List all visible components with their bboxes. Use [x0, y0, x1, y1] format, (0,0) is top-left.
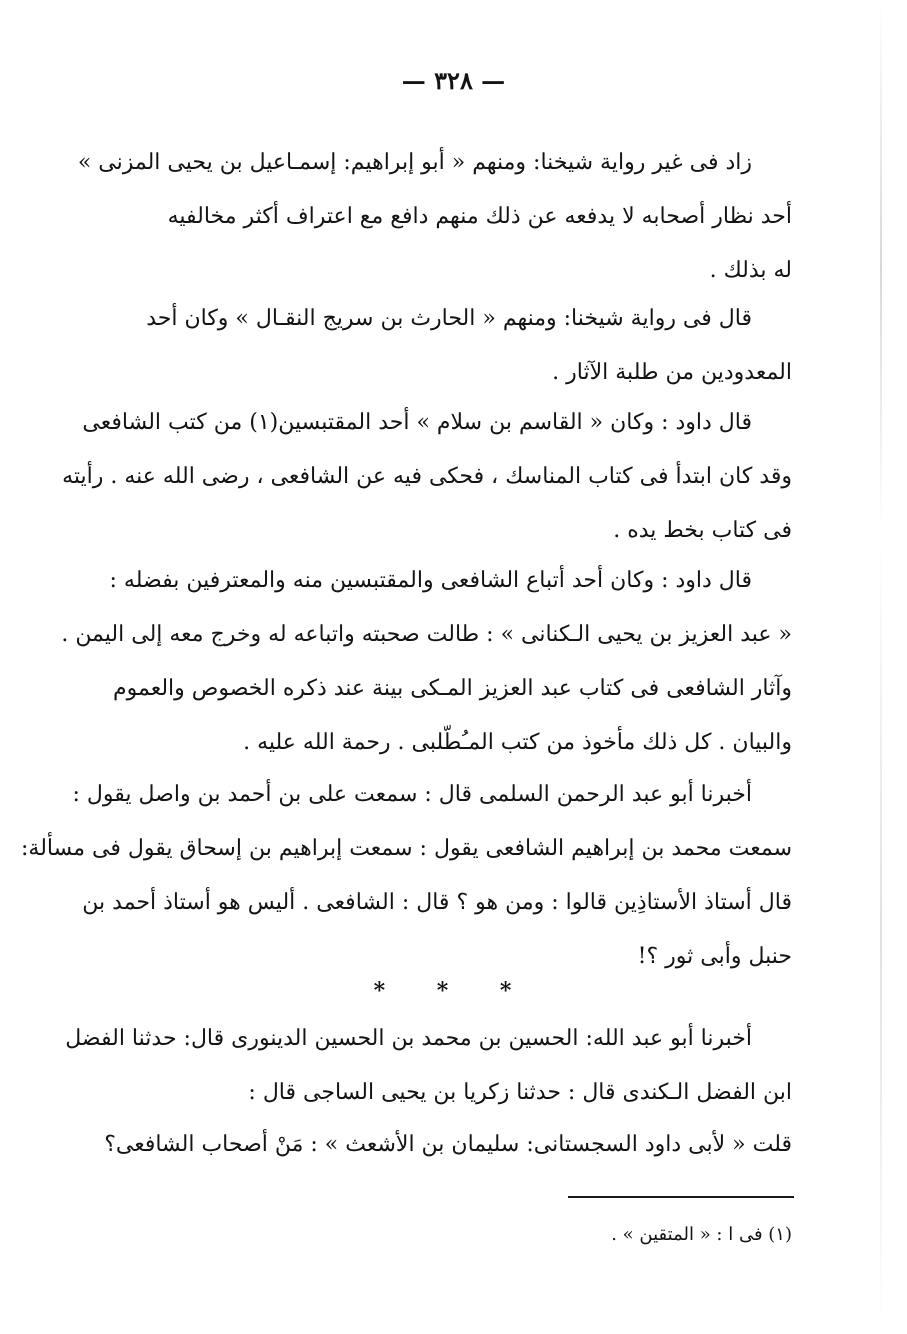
text-line: له بذلك . — [709, 258, 792, 283]
paragraph-1 — [77, 136, 792, 298]
text-line: قال أستاذ الأستاذِين قالوا : ومن هو ؟ قال : الشافعى . أليس هو أستاذ أحمد بن — [82, 890, 792, 915]
footnote-divider — [568, 1196, 794, 1198]
page-number: — ٣٢٨ — — [401, 66, 506, 95]
text-line: « عبد العزيز بن يحيى الـكنانى » : طالت صحبته واتباعه له وخرج معه إلى اليمن . — [61, 622, 792, 647]
paragraph-7 — [105, 1118, 792, 1172]
text-line: فى كتاب بخط يده . — [613, 518, 792, 543]
text-line: وقد كان ابتدأ فى كتاب المناسك ، فحكى فيه عن الشافعى ، رضى الله عنه . رأيته — [62, 464, 792, 489]
paragraph-4 — [61, 554, 792, 770]
text-line: قلت « لأبى داود السجستانى: سليمان بن الأشعث » : مَنْ أصحاب الشافعى؟ — [104, 1132, 792, 1157]
paragraph-6 — [65, 1012, 792, 1120]
section-separator: * * * — [373, 978, 534, 1004]
text-line: ابن الفضل الـكندى قال : حدثنا زكريا بن يحيى الساجى قال : — [248, 1080, 792, 1105]
paragraph-2 — [105, 292, 792, 400]
text-line: والبيان . كل ذلك مأخوذ من كتب المـُطّلبى . رحمة الله عليه . — [243, 730, 792, 755]
footnote: (١) فى ا : « المتقين » . — [611, 1224, 792, 1245]
page-edge-shadow — [880, 0, 882, 1334]
text-line: سمعت محمد بن إبراهيم الشافعى يقول : سمعت إبراهيم بن إسحاق يقول فى مسألة: — [21, 836, 792, 861]
paragraph-3 — [62, 396, 792, 558]
text-line: حنبل وأبى ثور ؟! — [637, 944, 792, 969]
text-line: وآثار الشافعى فى كتاب عبد العزيز المـكى بينة عند ذكره الخصوص والعموم — [113, 676, 792, 701]
text-line: قال فى رواية شيخنا: ومنهم « الحارث بن سريج النقـال » وكان أحد — [146, 306, 752, 331]
text-line: المعدودين من طلبة الآثار . — [552, 360, 792, 385]
text-line: أخبرنا أبو عبد الرحمن السلمى قال : سمعت على بن أحمد بن واصل يقول : — [72, 782, 752, 807]
text-line: زاد فى غير رواية شيخنا: ومنهم « أبو إبراهيم: إسمـاعيل بن يحيى المزنى » — [77, 150, 752, 175]
paragraph-5 — [21, 768, 792, 984]
text-line: أخبرنا أبو عبد الله: الحسين بن محمد بن الحسين الدينورى قال: حدثنا الفضل — [65, 1026, 752, 1051]
text-line: قال داود : وكان « القاسم بن سلام » أحد المقتبسين(١) من كتب الشافعى — [82, 410, 752, 435]
text-line: قال داود : وكان أحد أتباع الشافعى والمقتبسين منه والمعترفين بفضله : — [109, 568, 752, 593]
text-line: أحد نظار أصحابه لا يدفعه عن ذلك منهم دافع مع اعتراف أكثر مخالفيه — [167, 204, 792, 229]
